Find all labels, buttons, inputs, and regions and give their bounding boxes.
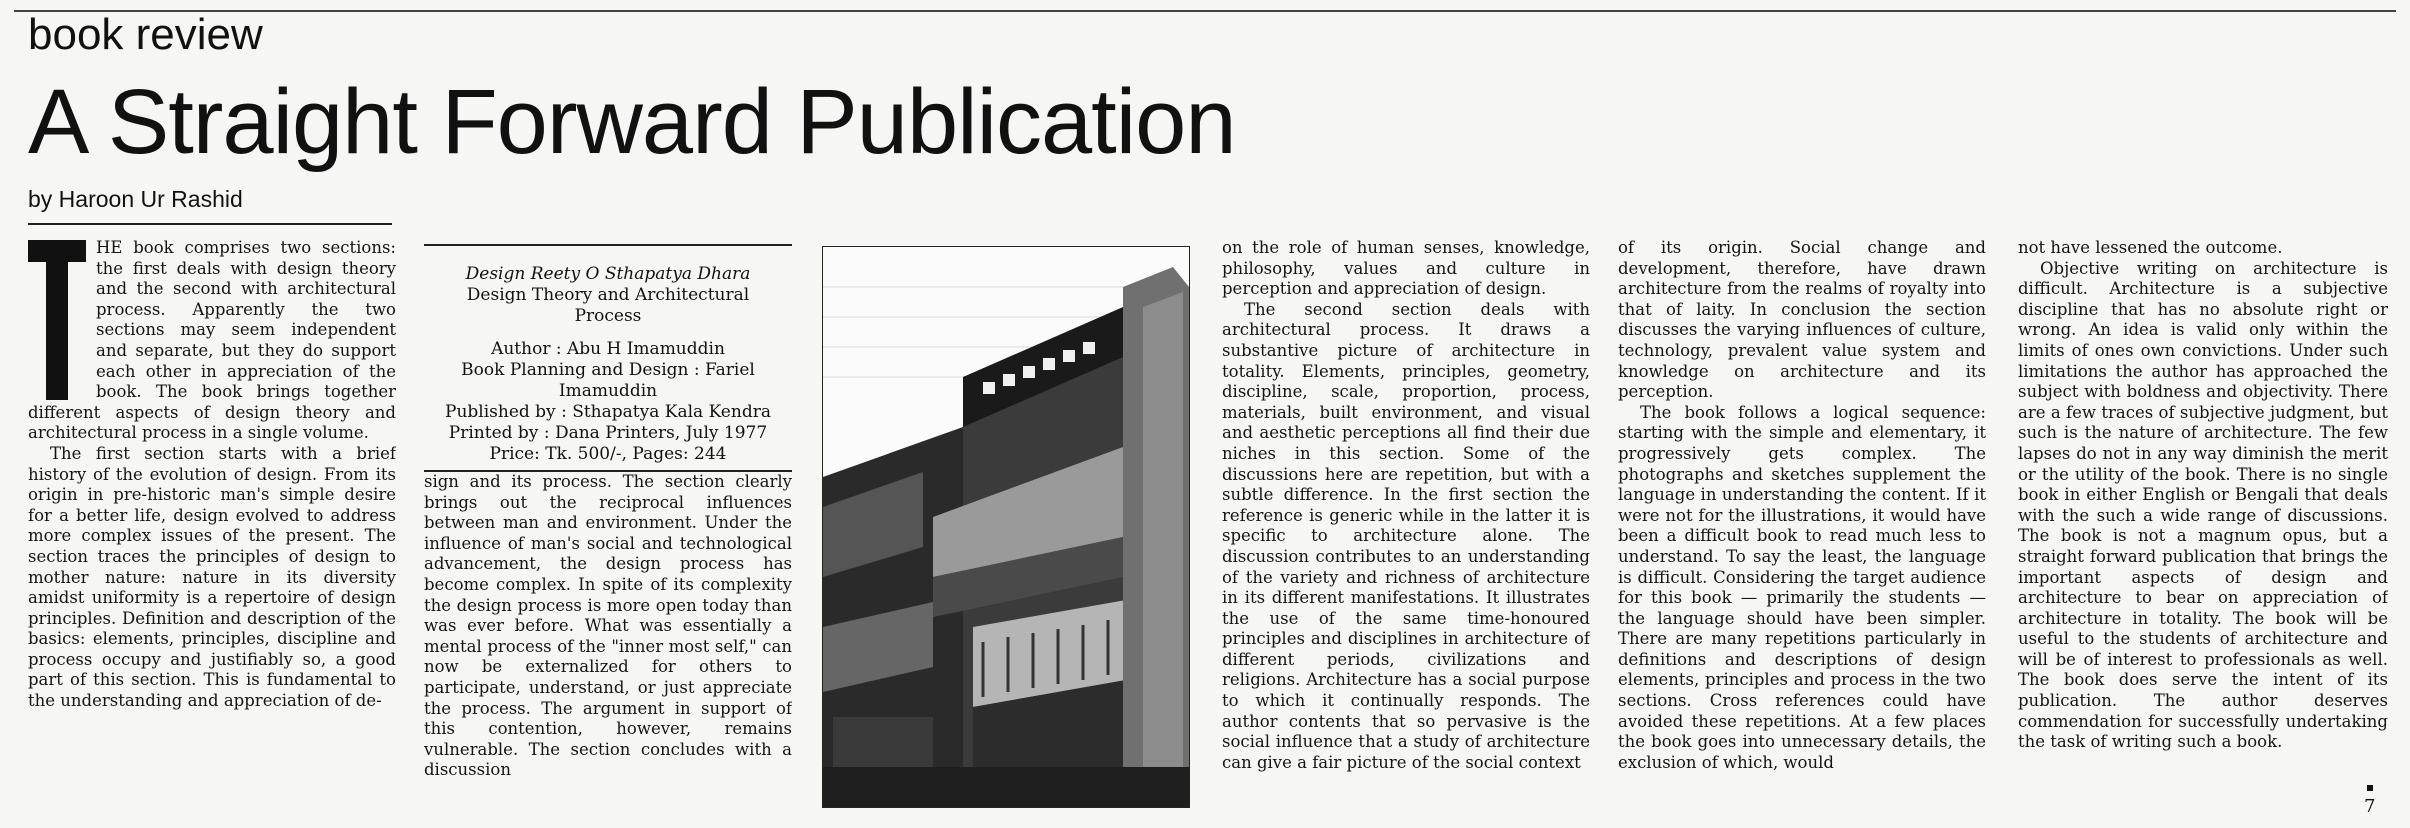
paragraph: The second section deals with architectural process. It draws a substantive picture of architecture in totality. Elements, principles, geometry, discipline, scale, proportion, process, materials, built environment, and visual and aesthetic perceptions all find their due niches in this section. Some of the discussions here are repetition, but with a subtle difference. In the first section the reference is generic while in the latter it is specific to architecture alone. The discussion contributes to an understanding of the variety and richness of architecture in its different manifestations. It illustrates the use of the same time-honoured principles and disciplines in architecture of different periods, civilizations and religions. Architecture has a social purpose to which it continually responds. The author contents that so pervasive is the social influence that a study of architecture can give a fair picture of the social context bbox=[1222, 299, 1590, 772]
building-photo bbox=[822, 246, 1190, 808]
building-illustration bbox=[823, 247, 1189, 807]
paragraph: The book follows a logical sequence: starting with the simple and elementary, it progressively gets complex. The photographs and sketches supplement the language in understanding the content. If it were not for the illustrations, it would have been a difficult book to read much less to understand. To say the least, the language is difficult. Considering the target audience for this book — primarily the students — the language should have been simpler. There are many repetitions particularly in definitions and descriptions of design elements, principles and process in the two sections. Cross references could have avoided these repetitions. At a few places the book goes into unnecessary details, the exclusion of which, would bbox=[1618, 402, 1986, 772]
book-info-box bbox=[424, 244, 792, 472]
paragraph: not have lessened the outcome. bbox=[2018, 238, 2283, 257]
book-publisher: Published by : Sthapatya Kala Kendra bbox=[445, 402, 771, 422]
byline: by Haroon Ur Rashid bbox=[28, 186, 243, 212]
text-column-1 bbox=[28, 238, 396, 808]
page-number: 7 bbox=[2364, 796, 2376, 817]
text-column-4 bbox=[1222, 238, 1590, 808]
paragraph: sign and its process. The section clearly brings out the reciprocal influences between man and environment. Under the influence of man's social and technological advancement, the design process has become complex. In spite of its complexity the design process is more open today than was ever before. What was essentially a mental process of the "inner most self," can now be externalized for others to participate, understand, or just appreciate the process. The argument in support of this contention, however, remains vulnerable. The section concludes with a discussion bbox=[424, 472, 792, 780]
book-author: Author : Abu H Imamuddin bbox=[491, 339, 725, 359]
paragraph-text: HE book comprises two sections: the first deals with design theory and the second with architectural process. Apparently the two sections may seem independent and separate, but they do support each other in appreciation of the book. The book brings together different aspects of design theory and architectural process in a single volume. bbox=[28, 238, 396, 443]
paragraph: The first section starts with a brief history of the evolution of design. From its origin in pre-historic man's simple desire for a better life, design evolved to address more complex issues of the present. The section traces the principles of design to mother nature: nature in its diversity amidst uniformity is a repertoire of design principles. Definition and description of the basics: elements, principles, discipline and process occupy and justifiably so, a good part of this section. This is fundamental to the understanding and appreciation of de- bbox=[28, 443, 396, 711]
end-mark bbox=[2367, 785, 2373, 791]
top-rule bbox=[14, 10, 2396, 12]
book-price: Price: Tk. 500/-, Pages: 244 bbox=[489, 444, 727, 464]
book-title-bengali: Design Reety O Sthapatya Dhara bbox=[465, 264, 751, 284]
info-rule-top bbox=[424, 244, 792, 246]
text-column-2 bbox=[424, 472, 792, 808]
paragraph bbox=[28, 238, 396, 444]
section-label: book review bbox=[28, 10, 263, 59]
text-column-5 bbox=[1618, 238, 1986, 808]
paragraph: Objective writing on architecture is difficult. Architecture is a subjective discipline that has no absolute right or wrong. An idea is valid only within the limits of ones own convictions. Under such limitations the author has approached the subject with boldness and objectivity. There are a few traces of subjective judgment, but such is the nature of architecture. The few lapses do not in any way diminish the merit or the utility of the book. There is no single book in either English or Bengali that deals with the such a wide range of discussions. The book is not a magnum opus, but a straight forward publication that brings the important aspects of design and architecture to bear on appreciation of architecture in totality. The book will be useful to the students of architecture and will be of interest to professionals as well. The book does serve the intent of its publication. The author deserves commendation for successfully undertaking the task of writing such a book. bbox=[2018, 258, 2388, 752]
book-planning: Book Planning and Design : Fariel Imamuddin bbox=[461, 360, 755, 401]
book-title-english: Design Theory and Architectural Process bbox=[466, 285, 750, 326]
byline-rule bbox=[28, 223, 392, 225]
article-title: A Straight Forward Publication bbox=[28, 71, 1236, 173]
paragraph: of its origin. Social change and development, therefore, have drawn architecture from the realms of royalty into that of laity. In conclusion the section discusses the varying influences of culture, technology, prevalent value system and knowledge on architecture and its perception. bbox=[1618, 238, 1986, 402]
text-column-6 bbox=[2018, 238, 2388, 808]
book-printer: Printed by : Dana Printers, July 1977 bbox=[448, 423, 768, 443]
drop-cap-t bbox=[28, 240, 86, 400]
paragraph: on the role of human senses, knowledge, philosophy, values and culture in perception and appreciation of design. bbox=[1222, 238, 1590, 299]
